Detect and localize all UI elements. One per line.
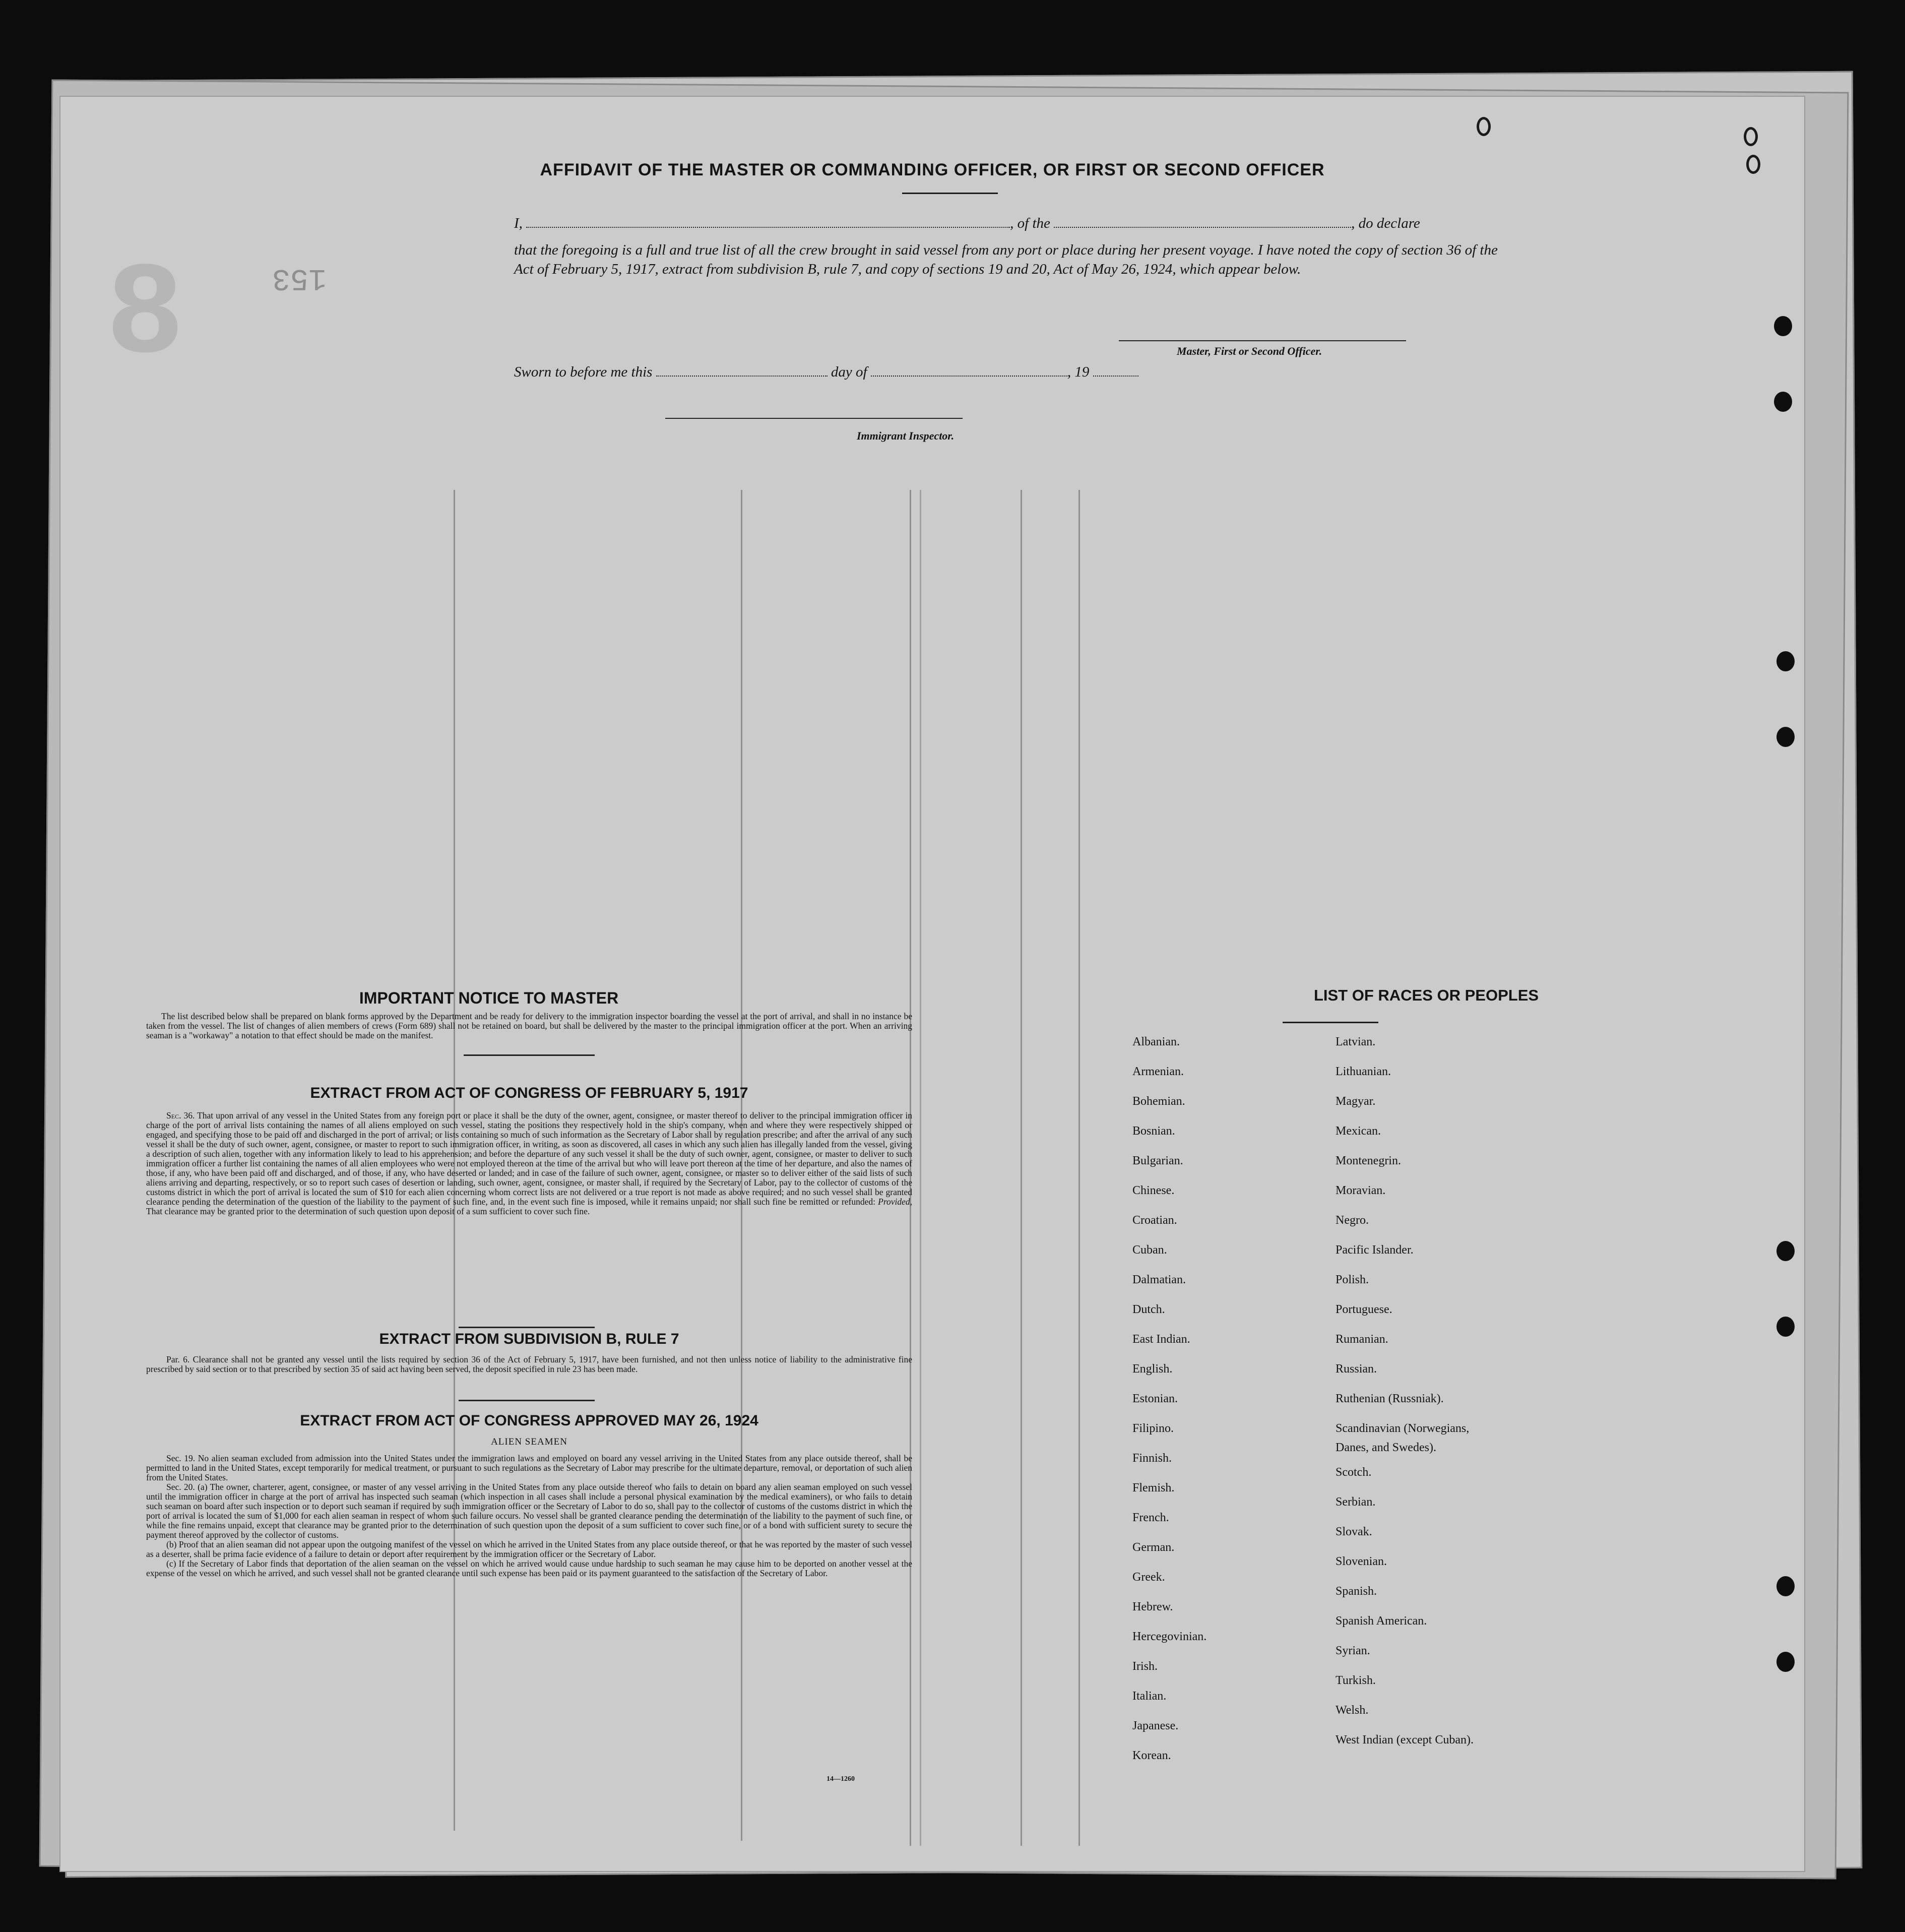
proviso-label: Provided, <box>878 1197 913 1207</box>
punch-hole <box>1776 1652 1795 1672</box>
bleed-through-numeral: 8 <box>106 243 185 391</box>
race-item: West Indian (except Cuban). <box>1336 1733 1474 1747</box>
declarant-prefix: I, <box>514 215 523 231</box>
race-item: Dalmatian. <box>1132 1273 1186 1286</box>
race-item: English. <box>1132 1362 1173 1376</box>
punch-hole <box>1776 651 1795 671</box>
title-rule <box>902 193 998 194</box>
race-item: Albanian. <box>1132 1035 1180 1048</box>
race-item: Moravian. <box>1336 1184 1386 1197</box>
sworn-year-field[interactable] <box>1093 376 1138 377</box>
column-rule <box>920 490 921 1846</box>
section-rule <box>464 1054 595 1056</box>
race-item: Mexican. <box>1336 1125 1381 1138</box>
race-item: Magyar. <box>1336 1095 1376 1108</box>
section-rule <box>459 1400 595 1401</box>
race-item: Latvian. <box>1336 1035 1376 1048</box>
column-rule <box>1078 490 1080 1846</box>
extract-rule7-body: Par. 6. Clearance shall not be granted any vessel until the lists required by section 36 of the Act of February 5, 1917, have been furnished, and not then unless notice of liability to the administrative fine prescribed by said section or to that prescribed by section 35 of said act having been served, the deposit specified in rule 23 has been made. <box>146 1354 912 1374</box>
race-item: Rumanian. <box>1336 1333 1388 1346</box>
race-item: Syrian. <box>1336 1644 1370 1657</box>
sec-36-label: Sec. 36. <box>166 1110 195 1120</box>
notice-body: The list described below shall be prepared on blank forms approved by the Department and be ready for delivery to the immigration inspector boarding the vessel at the port of arrival, and shall in no instance be taken from the vessel. The list of changes of alien members of crews (Form 689) shall not be retained on board, but shall be delivered by the master to the principal immigration officer at the port. When an arriving seaman is a "workaway" a notation to that effect should be made on the manifest. <box>146 1011 912 1040</box>
race-item: Scotch. <box>1336 1466 1372 1479</box>
declare-suffix: , do declare <box>1351 215 1420 231</box>
race-item: Ruthenian (Russniak). <box>1336 1392 1444 1405</box>
sec-19-text: Sec. 19. No alien seaman excluded from admission into the United States under the immigration laws and employed on board any vessel arriving in the United States from any place outside thereof, shall be permitted to land in the United States, except temporarily for medical treatment, or pursuant to such regulations as the Secretary of Labor may prescribe for the ultimate departure, removal, or deportation of such alien from the United States. <box>146 1453 912 1482</box>
race-item: Slovak. <box>1336 1525 1372 1538</box>
stamp-number: 153 <box>272 261 327 295</box>
affidavit-declaration-line <box>514 215 1420 232</box>
form-number: 14—1260 <box>827 1775 855 1783</box>
extract-1917-body <box>146 1111 912 1216</box>
race-item: Flemish. <box>1132 1481 1175 1494</box>
punch-hole <box>1774 392 1792 412</box>
race-item: French. <box>1132 1511 1169 1524</box>
race-item: Chinese. <box>1132 1184 1175 1197</box>
vessel-prefix: , of the <box>1010 215 1050 231</box>
punch-hole <box>1776 727 1795 747</box>
race-item: Spanish. <box>1336 1585 1377 1598</box>
sworn-day-label: day of <box>831 364 867 380</box>
sec-20a-text: Sec. 20. (a) The owner, charterer, agent, consignee, or master of any vessel arriving in the United States from any place outside thereof who fails to detain on board any alien seaman employed on such vessel until the immigration officer in charge at the port of arrival has inspected such seaman (which inspection in all cases shall include a personal physical examination by the medical examiners), or who fails to detain such seaman on board after such inspection or to deport such seaman if required by such immigration officer or the Secretary of Labor to do so, shall pay to the collector of customs of the customs district in which the port of arrival is located the sum of $1,000 for each alien seaman in respect of whom such failure occurs. No vessel shall be granted clearance pending the determination of the liability to the payment of such fine, or while the fine remains unpaid, except that clearance may be granted prior to the determination of such question upon the deposit of a sum sufficient to cover such fine, or of a bond with sufficient surety to secure the payment thereof approved by the collector of customs. <box>146 1482 912 1540</box>
race-item: Lithuanian. <box>1336 1065 1391 1078</box>
race-item: Cuban. <box>1132 1243 1167 1257</box>
extract-1924-body <box>146 1454 912 1578</box>
races-title: LIST OF RACES OR PEOPLES <box>1313 986 1539 1004</box>
extract-1924-subtitle: ALIEN SEAMEN <box>491 1437 567 1447</box>
race-item: Hercegovinian. <box>1132 1630 1207 1643</box>
extract-1917-title: EXTRACT FROM ACT OF CONGRESS OF FEBRUARY 5, 1917 <box>310 1085 748 1101</box>
race-item: East Indian. <box>1132 1333 1190 1346</box>
race-item: Serbian. <box>1336 1495 1376 1509</box>
race-item: Croatian. <box>1132 1214 1177 1227</box>
master-signature-line[interactable] <box>1119 340 1406 341</box>
race-item: Filipino. <box>1132 1422 1174 1435</box>
sworn-year-label: , 19 <box>1067 364 1090 380</box>
sworn-day-field[interactable] <box>656 376 828 377</box>
binder-ring <box>1477 117 1491 136</box>
race-item: Pacific Islander. <box>1336 1243 1414 1257</box>
race-item: Polish. <box>1336 1273 1369 1286</box>
race-item: Korean. <box>1132 1749 1171 1762</box>
race-item: German. <box>1132 1541 1175 1554</box>
sec-20b-text: (b) Proof that an alien seaman did not appear upon the outgoing manifest of the vessel on which he arrived in the United States from any place outside thereof, or that he was reported by the master of such vessel as a deserter, shall be prima facie evidence of a failure to detain or deport after requirement by the immigration officer or the Secretary of Labor. <box>146 1539 912 1559</box>
race-item: Negro. <box>1336 1214 1369 1227</box>
race-item: Hebrew. <box>1132 1600 1173 1613</box>
race-item: Italian. <box>1132 1690 1167 1703</box>
race-item: Montenegrin. <box>1336 1154 1401 1167</box>
declarant-name-field[interactable] <box>526 227 1010 228</box>
race-item: Welsh. <box>1336 1704 1369 1717</box>
race-item: Armenian. <box>1132 1065 1184 1078</box>
section-rule <box>459 1327 595 1328</box>
punch-hole <box>1776 1576 1795 1596</box>
punch-hole <box>1776 1317 1795 1337</box>
race-item: Bohemian. <box>1132 1095 1185 1108</box>
binder-ring <box>1744 127 1758 146</box>
punch-hole <box>1776 1241 1795 1261</box>
vessel-name-field[interactable] <box>1054 227 1351 228</box>
race-item: Greek. <box>1132 1571 1165 1584</box>
column-rule <box>1021 490 1022 1846</box>
race-item-continuation: Danes, and Swedes). <box>1336 1441 1436 1454</box>
affidavit-title: AFFIDAVIT OF THE MASTER OR COMMANDING OFFICER, OR FIRST OR SECOND OFFICER <box>540 160 1325 179</box>
punch-hole <box>1774 316 1792 336</box>
race-item: Russian. <box>1336 1362 1377 1376</box>
race-item: Portuguese. <box>1336 1303 1392 1316</box>
extract-rule7-title: EXTRACT FROM SUBDIVISION B, RULE 7 <box>379 1331 679 1347</box>
crew-list-back-page <box>59 96 1805 1872</box>
sworn-month-field[interactable] <box>871 376 1067 377</box>
sworn-line <box>514 364 1138 381</box>
race-item: Finnish. <box>1132 1452 1172 1465</box>
races-title-rule <box>1283 1022 1378 1023</box>
sec-20c-text: (c) If the Secretary of Labor finds that deportation of the alien seaman on the vessel on which he arrived would cause undue hardship to such seaman he may cause him to be deported on another vessel at the expense of the vessel on which he arrived, and such vessel shall not be granted clearance until such expense has been paid or its payment guaranteed to the satisfaction of the Secretary of Labor. <box>146 1559 912 1578</box>
race-item: Estonian. <box>1132 1392 1178 1405</box>
race-item: Scandinavian (Norwegians, <box>1336 1422 1470 1435</box>
race-item: Bulgarian. <box>1132 1154 1183 1167</box>
sec-36-text: That upon arrival of any vessel in the United States from any foreign port or place it shall be the duty of the owner, agent, consignee, or master thereof to deliver to the principal immigration officer in charge of the port of arrival lists containing the names of all aliens employed on such vessel, stating the positions they respectively hold in the ship's company, when and where they were respectively shipped or engaged, and specifying those to be paid off and discharged in the port of arrival; or lists containing so much of such information as the Secretary of Labor shall by regulation prescribe; and after the arrival of any such vessel it shall be the duty of such owner, agent, consignee, or master to report to such immigration officer, in writing, as soon as discovered, all cases in which any such alien has illegally landed from the vessel, giving a description of such alien, together with any information likely to lead to his apprehension; and before the departure of any such vessel it shall be the duty of such owner, agent, consignee, or master to deliver to such immigration officer a further list containing the names of all alien employees who were not employed thereon at the time of the arrival but who will leave port thereon at the time of her departure, and also the names of those, if any, who have been paid off and discharged, and of those, if any, who have deserted or landed; and in case of the failure of such owner, agent, consignee, or master so to deliver either of the said lists of such aliens arriving and departing, respectively, or so to report such cases of desertion or landing, such owner, agent, consignee, or master shall, if required by the Secretary of Labor, pay to the collector of customs of the customs district in which the port of arrival is located the sum of $10 for each alien concerning whom correct lists are not delivered or a true report is not made as above required; and no such vessel shall be granted clearance pending the determination of the question of the liability to the payment of such fine, and, in the event such fine is imposed, while it remains unpaid; nor shall such fine be remitted or refunded: <box>146 1110 912 1207</box>
race-item: Spanish American. <box>1336 1614 1427 1628</box>
race-item: Japanese. <box>1132 1719 1179 1732</box>
inspector-signature-caption: Immigrant Inspector. <box>857 429 955 442</box>
notice-title: IMPORTANT NOTICE TO MASTER <box>359 989 619 1007</box>
master-signature-caption: Master, First or Second Officer. <box>1177 345 1322 357</box>
race-item: Slovenian. <box>1336 1555 1387 1568</box>
race-item: Bosnian. <box>1132 1125 1175 1138</box>
race-item: Irish. <box>1132 1660 1158 1673</box>
extract-1924-title: EXTRACT FROM ACT OF CONGRESS APPROVED MAY 26, 1924 <box>300 1412 758 1429</box>
sworn-prefix: Sworn to before me this <box>514 364 653 380</box>
affidavit-body: that the foregoing is a full and true list of all the crew brought in said vessel from any port or place during her present voyage. I have noted the copy of section 36 of the Act of February 5, 1917, extract from subdivision B, rule 7, and copy of sections 19 and 20, Act of May 26, 1924, which appear below. <box>514 242 1498 277</box>
race-item: Dutch. <box>1132 1303 1165 1316</box>
proviso-text: That clearance may be granted prior to the determination of such question upon deposit of a sum sufficient to cover such fine. <box>146 1206 590 1216</box>
inspector-signature-line[interactable] <box>665 418 963 419</box>
race-item: Turkish. <box>1336 1674 1376 1687</box>
